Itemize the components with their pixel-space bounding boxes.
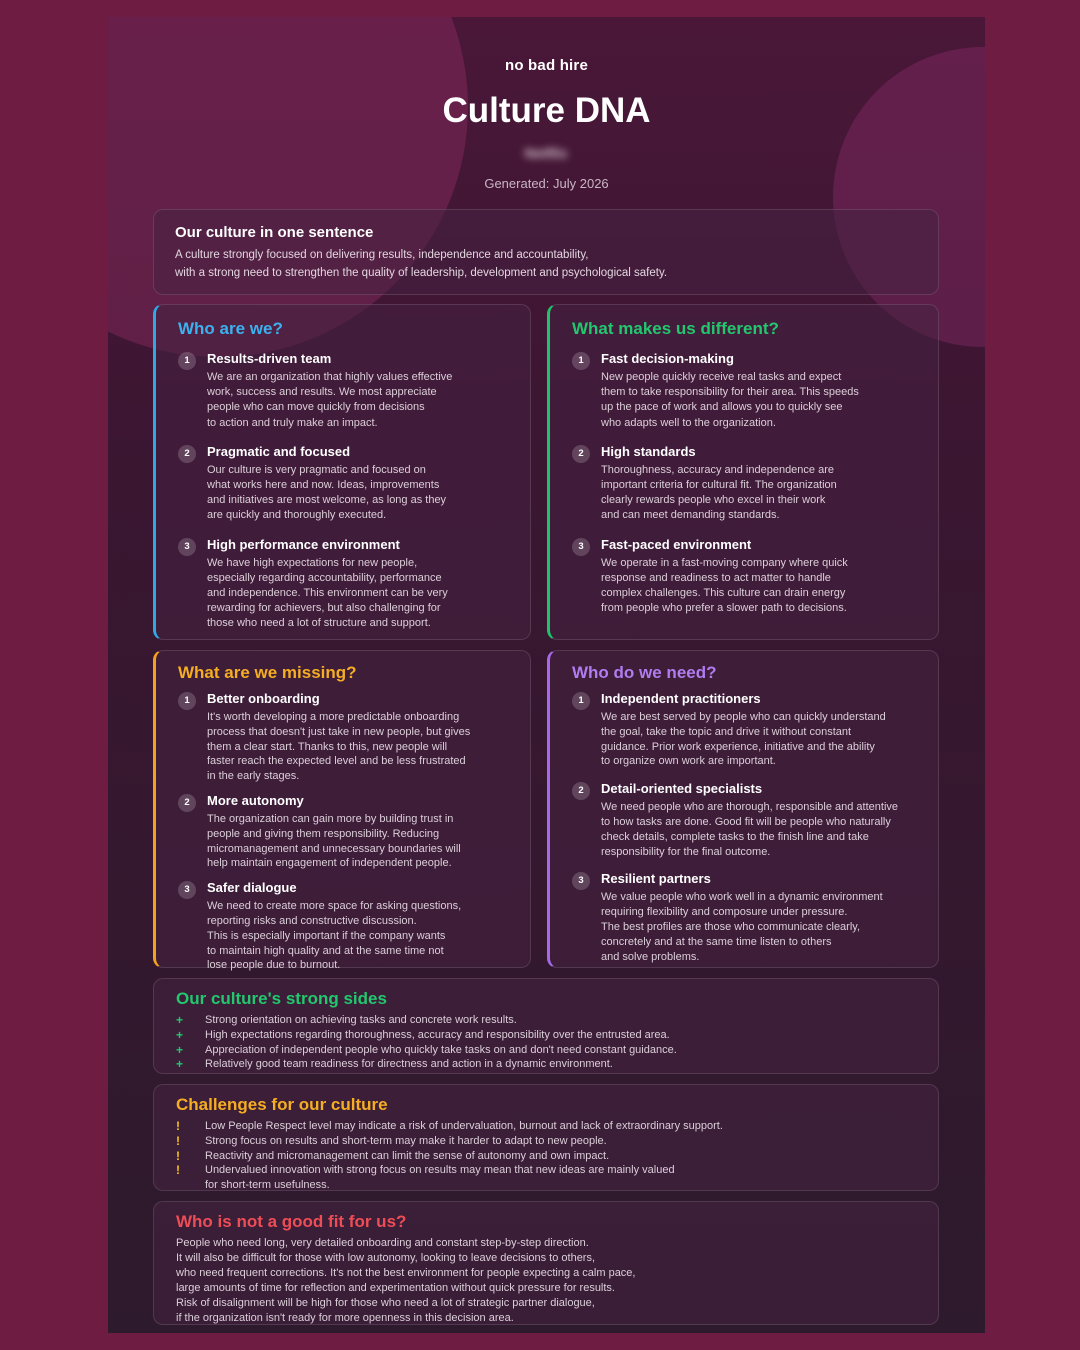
item-text: Our culture is very pragmatic and focused on what works here and now. Ideas, improvements and initiatives are most welcome, as long as they are quickly and thoroughly executed. [207,463,447,522]
number-badge: 2 [572,782,590,800]
item-text: Undervalued innovation with strong focus on results may mean that new ideas are mainly valued for short-term usefulness. [205,1164,675,1192]
missing-title: What are we missing? [178,663,357,682]
item-text: Strong focus on results and short-term may make it harder to adapt to new people. [205,1134,607,1147]
list-item [178,793,508,871]
generated-date: Generated: July 2026 [484,176,609,191]
exclamation-icon: ! [176,1133,180,1148]
item-text: New people quickly receive real tasks and expect them to take responsibility for their area. This speeds up the pace of work and allows you to quickly see who adapts well to the organization. [601,371,859,429]
list-item [178,537,508,632]
not-fit-title: Who is not a good fit for us? [176,1212,407,1231]
item-text: We value people who work well in a dynamic environment requiring flexibility and composure under pressure. The best profiles are those who communicate clearly, concretely and at the same time listen to others and solve problems. [601,891,883,963]
item-title: Detail-oriented specialists [601,781,763,797]
number-badge: 1 [178,692,196,710]
item-title: Fast-paced environment [601,536,752,552]
who-are-we-card [153,304,531,640]
item-title: More autonomy [207,792,304,808]
list-item [176,1043,916,1058]
number-badge: 2 [178,445,196,463]
item-text: The organization can gain more by building trust in people and giving them responsibility. Reducing micromanagement and unnecessary boundaries will help maintain engagement of independent people. [207,812,461,870]
list-item [178,691,508,784]
plus-icon: + [176,1042,184,1057]
item-title: Safer dialogue [207,880,297,896]
item-title: Pragmatic and focused [207,443,351,459]
item-text: Thoroughness, accuracy and independence are important criteria for cultural fit. The organization clearly rewards people who excel in their work and can meet demanding standards. [601,463,837,522]
list-item [176,1149,916,1164]
item-title: Better onboarding [207,691,320,706]
number-badge: 2 [178,794,196,812]
list-item [572,444,916,524]
challenges-card [153,1084,939,1191]
list-item [178,444,508,524]
number-badge: 3 [572,538,590,556]
what-are-we-missing-card [153,650,531,972]
list-item [572,537,916,617]
list-item [176,1134,916,1149]
plus-icon: + [176,1013,184,1027]
culture-sentence-card [153,209,939,295]
what-makes-us-different-card [547,304,939,640]
number-badge: 1 [572,352,590,370]
item-text: We operate in a fast-moving company where quick response and readiness to act matter to handle complex challenges. This culture can drain energy from people who prefer a slower path to decisions. [601,556,848,615]
culture-sentence-text: A culture strongly focused on delivering results, independence and accountability, with a strong need to strengthen the quality of leadership, development and psychological safety. [175,249,668,279]
need-title: Who do we need? [572,663,717,682]
item-title: High standards [601,443,696,459]
number-badge: 3 [572,872,590,890]
item-text: We need people who are thorough, responsible and attentive to how tasks are done. Good fit will be people who naturally check details, complete tasks to the finish line and take responsibility for the final outcome. [601,801,899,858]
exclamation-icon: ! [176,1163,180,1178]
number-badge: 1 [178,352,196,370]
company-name-blurred: Netflix [524,145,568,161]
list-item [176,1057,916,1072]
item-text: We are an organization that highly values effective work, success and results. We most appreciate people who can move quickly from decisions to action and truly make an impact. [207,371,453,429]
culture-dna-page [108,17,985,1333]
plus-icon: + [176,1057,184,1072]
challenges-title: Challenges for our culture [176,1095,388,1114]
item-text: Relatively good team readiness for directness and action in a dynamic environment. [205,1058,613,1071]
list-item [572,351,916,431]
number-badge: 3 [178,881,196,899]
who-do-we-need-card [547,650,939,968]
item-text: We are best served by people who can quickly understand the goal, take the topic and drive it without constant guidance. Prior work experience, initiative and the ability to organize own work are important. [601,711,886,768]
culture-sentence-title: Our culture in one sentence [175,224,374,241]
item-text: Low People Respect level may indicate a risk of undervaluation, burnout and lack of extraordinary support. [205,1120,723,1132]
number-badge: 1 [572,692,590,710]
item-title: Independent practitioners [601,691,761,706]
item-title: Results-driven team [207,351,332,366]
who-are-we-title: Who are we? [178,319,283,338]
item-text: Strong orientation on achieving tasks and concrete work results. [205,1014,517,1026]
plus-icon: + [176,1027,184,1042]
not-a-good-fit-card [153,1201,939,1325]
item-text: It's worth developing a more predictable onboarding process that doesn't just take in new people, but gives them a clear start. Thanks to this, new people will faster reach the expected level and be less frustrated in the early stages. [207,711,471,783]
not-fit-text: People who need long, very detailed onboarding and constant step-by-step direction. It will also be difficult for those with low autonomy, looking to leave decisions to others, who need frequent corrections. It's not the best environment for people expecting a calm pace, large amounts of time for reflection and experimentation without quick pressure for results. Risk of disalignment will be high for those who need a lot of strategic partner dialogue, if the organization isn't ready for more openness in this decision area. [176,1237,636,1324]
number-badge: 3 [178,538,196,556]
strong-sides-title: Our culture's strong sides [176,989,387,1008]
item-text: Appreciation of independent people who quickly take tasks on and don't need constant guidance. [205,1043,677,1056]
list-item [176,1013,916,1028]
brand-name: no bad hire [504,57,589,74]
list-item [176,1163,916,1193]
list-item [176,1119,916,1134]
item-title: High performance environment [207,536,400,552]
list-item [572,781,916,859]
number-badge: 2 [572,445,590,463]
item-text: High expectations regarding thoroughness, accuracy and responsibility over the entrusted area. [205,1028,670,1041]
list-item [178,351,508,431]
strong-sides-card [153,978,939,1074]
item-text: We have high expectations for new people, especially regarding accountability, performance and independence. This environment can be very rewarding for achievers, but also challenging for those who need a lot of structure and support. [207,556,448,630]
item-text: We need to create more space for asking questions, reporting risks and constructive discussion. This is especially important if the company wants to maintain high quality and at the same time not lose people due to burnout. [207,900,462,972]
list-item [572,691,916,769]
item-title: Fast decision-making [601,351,734,366]
item-text: Reactivity and micromanagement can limit the sense of autonomy and own impact. [205,1149,610,1162]
list-item [178,880,508,973]
item-title: Resilient partners [601,871,711,887]
exclamation-icon: ! [176,1148,180,1163]
page-title: Culture DNA [442,91,651,130]
exclamation-icon: ! [176,1119,180,1133]
list-item [572,871,916,964]
different-title: What makes us different? [572,319,779,338]
list-item [176,1028,916,1043]
